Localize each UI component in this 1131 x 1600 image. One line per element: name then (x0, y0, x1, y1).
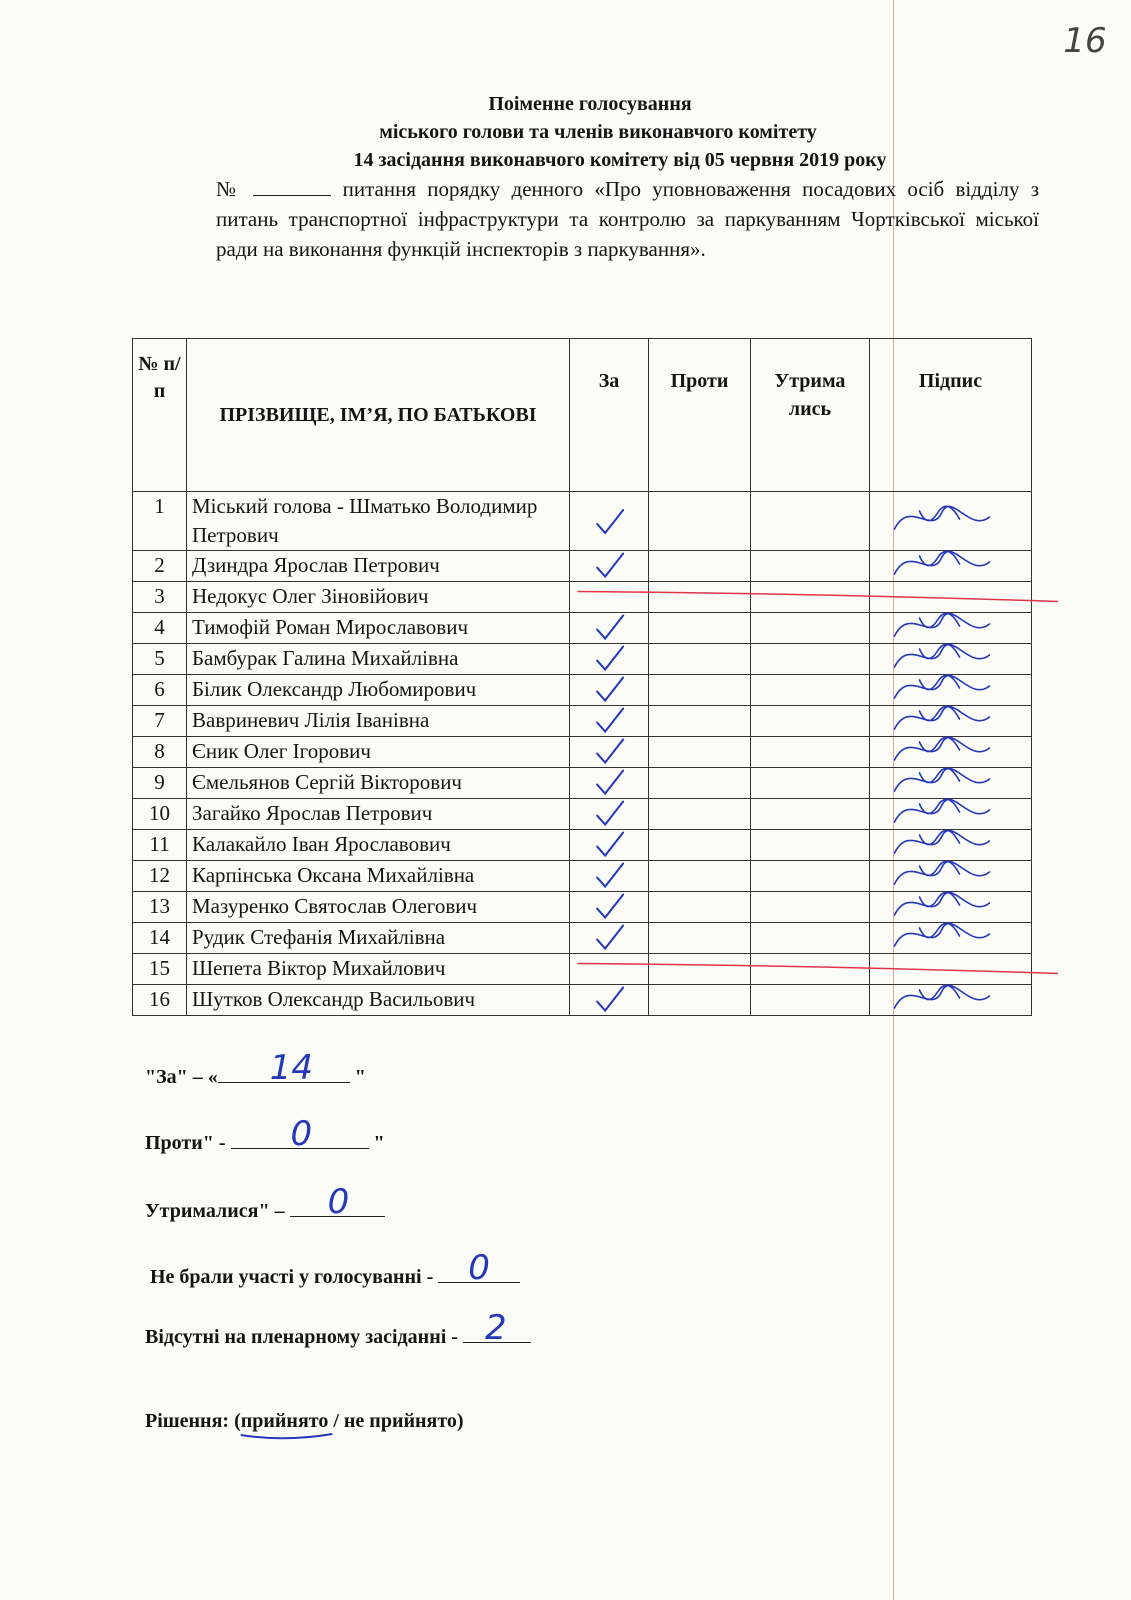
table-row (133, 985, 1032, 1016)
vote-abstained-cell (751, 492, 870, 551)
table-row (133, 768, 1032, 799)
table-row (133, 492, 1032, 551)
vote-for-cell (570, 582, 649, 613)
vote-abstained-cell (751, 892, 870, 923)
member-name: Тимофій Роман Мирославович (187, 613, 570, 644)
decision-line (145, 1410, 464, 1433)
handwritten-absent_value: 2 (484, 1308, 507, 1348)
member-name: Недокус Олег Зіновійович (187, 582, 570, 613)
handwritten-for_value: 14 (269, 1048, 314, 1088)
decision-rejected: не прийнято (343, 1410, 457, 1432)
row-number: 8 (133, 737, 187, 768)
agenda-subject (216, 174, 1039, 264)
vote-against-cell (649, 551, 751, 582)
col-header-against: Проти (649, 339, 751, 492)
member-name: Рудик Стефанія Михайлівна (187, 923, 570, 954)
vote-for-cell (570, 768, 649, 799)
number-sign: № (216, 177, 243, 201)
table-row (133, 706, 1032, 737)
vote-against-cell (649, 582, 751, 613)
decision-accepted: прийнято (240, 1410, 329, 1432)
row-number: 9 (133, 768, 187, 799)
vote-for-cell (570, 985, 649, 1016)
svg-text:16: 16 (1063, 21, 1107, 61)
vote-abstained-cell (751, 737, 870, 768)
vote-abstained-cell (751, 954, 870, 985)
vote-against-cell (649, 954, 751, 985)
summary-abstained (145, 1196, 385, 1223)
vote-against-cell (649, 613, 751, 644)
member-name: Вавриневич Лілія Іванівна (187, 706, 570, 737)
col-header-for: За (570, 339, 649, 492)
signature-cell (870, 985, 1032, 1016)
page-number (1045, 14, 1125, 64)
member-name: Шепета Віктор Михайлович (187, 954, 570, 985)
vote-for-cell (570, 954, 649, 985)
table-row (133, 737, 1032, 768)
summary-abstained-label: Утрималися" – (145, 1200, 290, 1222)
vote-against-cell (649, 768, 751, 799)
vote-abstained-cell (751, 675, 870, 706)
signature-cell (870, 675, 1032, 706)
table-row (133, 675, 1032, 706)
vote-against-cell (649, 985, 751, 1016)
table-row (133, 644, 1032, 675)
decision-underline (241, 1434, 333, 1438)
row-number: 13 (133, 892, 187, 923)
row-number: 4 (133, 613, 187, 644)
summary-absent-blank (463, 1322, 531, 1343)
vote-for-cell (570, 830, 649, 861)
signature-cell (870, 644, 1032, 675)
vote-against-cell (649, 923, 751, 954)
member-name: Білик Олександр Любомирович (187, 675, 570, 706)
vote-against-cell (649, 799, 751, 830)
member-name: Дзиндра Ярослав Петрович (187, 551, 570, 582)
vote-abstained-cell (751, 830, 870, 861)
signature-cell (870, 492, 1032, 551)
table-row (133, 799, 1032, 830)
signature-cell (870, 892, 1032, 923)
summary-for-end: " (349, 1066, 366, 1088)
signature-cell (870, 954, 1032, 985)
row-number: 15 (133, 954, 187, 985)
vote-against-cell (649, 892, 751, 923)
member-name: Міський голова - Шматько Володимир Петрович (187, 492, 570, 551)
vote-against-cell (649, 492, 751, 551)
col-header-abstained: Утрима лись (751, 339, 870, 492)
vote-abstained-cell (751, 923, 870, 954)
handwritten-abstained_value: 0 (327, 1182, 350, 1222)
summary-absent-label: Відсутні на пленарному засіданні - (145, 1326, 463, 1348)
signature-cell (870, 706, 1032, 737)
signature-cell (870, 861, 1032, 892)
vote-abstained-cell (751, 799, 870, 830)
signature-cell (870, 582, 1032, 613)
handwritten-not_voting_value: 0 (468, 1248, 490, 1288)
member-name: Загайко Ярослав Петрович (187, 799, 570, 830)
summary-against-blank (231, 1128, 369, 1149)
summary-not-voting-blank (438, 1262, 520, 1283)
decision-close: ) (456, 1410, 464, 1432)
signature-cell (870, 613, 1032, 644)
decision-label: Рішення: (145, 1410, 235, 1432)
member-name: Єник Олег Ігорович (187, 737, 570, 768)
summary-against-end: " (368, 1132, 385, 1154)
row-number: 6 (133, 675, 187, 706)
summary-for (145, 1062, 366, 1089)
vote-for-cell (570, 799, 649, 830)
vote-for-cell (570, 492, 649, 551)
row-number: 2 (133, 551, 187, 582)
vote-abstained-cell (751, 582, 870, 613)
vote-table (132, 338, 1032, 1016)
row-number: 14 (133, 923, 187, 954)
vote-table-body (133, 492, 1032, 1016)
header-subtitle: міського голови та членів виконавчого комітету (379, 121, 817, 143)
row-number: 11 (133, 830, 187, 861)
summary-against-label: Проти" - (145, 1132, 231, 1154)
summary-not-voting-label: Не брали участі у голосуванні - (150, 1266, 439, 1288)
vote-for-cell (570, 892, 649, 923)
vote-abstained-cell (751, 985, 870, 1016)
member-name: Ємельянов Сергій Вікторович (187, 768, 570, 799)
table-row (133, 954, 1032, 985)
signature-cell (870, 923, 1032, 954)
vote-for-cell (570, 644, 649, 675)
vote-abstained-cell (751, 861, 870, 892)
decision-open: ( (234, 1410, 241, 1432)
header-meeting: 14 засідання виконавчого комітету від 05 червня 2019 року (353, 149, 887, 171)
col-header-signature: Підпис (870, 339, 1032, 492)
vote-abstained-cell (751, 768, 870, 799)
handwritten-against_value: 0 (290, 1114, 313, 1154)
vote-against-cell (649, 830, 751, 861)
vote-against-cell (649, 675, 751, 706)
row-number: 16 (133, 985, 187, 1016)
vote-for-cell (570, 551, 649, 582)
vote-for-cell (570, 613, 649, 644)
row-number: 7 (133, 706, 187, 737)
summary-against (145, 1128, 385, 1155)
member-name: Калакайло Іван Ярославович (187, 830, 570, 861)
summary-for-blank (218, 1062, 350, 1083)
row-number: 3 (133, 582, 187, 613)
summary-not-voting (150, 1262, 520, 1289)
vote-for-cell (570, 675, 649, 706)
header-title: Поіменне голосування (488, 93, 692, 115)
agenda-number-blank (253, 177, 331, 196)
member-name: Мазуренко Святослав Олегович (187, 892, 570, 923)
table-row (133, 613, 1032, 644)
vote-for-cell (570, 861, 649, 892)
vote-against-cell (649, 644, 751, 675)
vote-for-cell (570, 737, 649, 768)
signature-cell (870, 799, 1032, 830)
vote-against-cell (649, 737, 751, 768)
member-name: Шутков Олександр Васильович (187, 985, 570, 1016)
summary-abstained-blank (290, 1196, 385, 1217)
table-row (133, 551, 1032, 582)
row-number: 12 (133, 861, 187, 892)
row-number: 5 (133, 644, 187, 675)
signature-cell (870, 830, 1032, 861)
member-name: Карпінська Оксана Михайлівна (187, 861, 570, 892)
vote-abstained-cell (751, 644, 870, 675)
table-row (133, 582, 1032, 613)
agenda-text: питання порядку денного «Про уповноваження посадових осіб відділу з питань транспортної інфраструктури та контролю за паркуванням Чортківської міської ради на виконання функцій інспекторів з паркування». (216, 177, 1040, 261)
vote-abstained-cell (751, 613, 870, 644)
table-row (133, 892, 1032, 923)
signature-cell (870, 768, 1032, 799)
vote-against-cell (649, 861, 751, 892)
table-row (133, 830, 1032, 861)
row-number: 10 (133, 799, 187, 830)
signature-cell (870, 551, 1032, 582)
col-header-name: ПРІЗВИЩЕ, ІМ’Я, ПО БАТЬКОВІ (187, 339, 570, 492)
vote-for-cell (570, 923, 649, 954)
decision-sep: / (328, 1410, 344, 1432)
member-name: Бамбурак Галина Михайлівна (187, 644, 570, 675)
summary-for-label: "За" – « (145, 1066, 218, 1088)
vote-abstained-cell (751, 551, 870, 582)
table-row (133, 923, 1032, 954)
table-row (133, 861, 1032, 892)
col-header-no: № п/ п (133, 339, 187, 492)
row-number: 1 (133, 492, 187, 551)
vote-for-cell (570, 706, 649, 737)
summary-absent (145, 1322, 531, 1349)
vote-abstained-cell (751, 706, 870, 737)
vote-against-cell (649, 706, 751, 737)
signature-cell (870, 737, 1032, 768)
